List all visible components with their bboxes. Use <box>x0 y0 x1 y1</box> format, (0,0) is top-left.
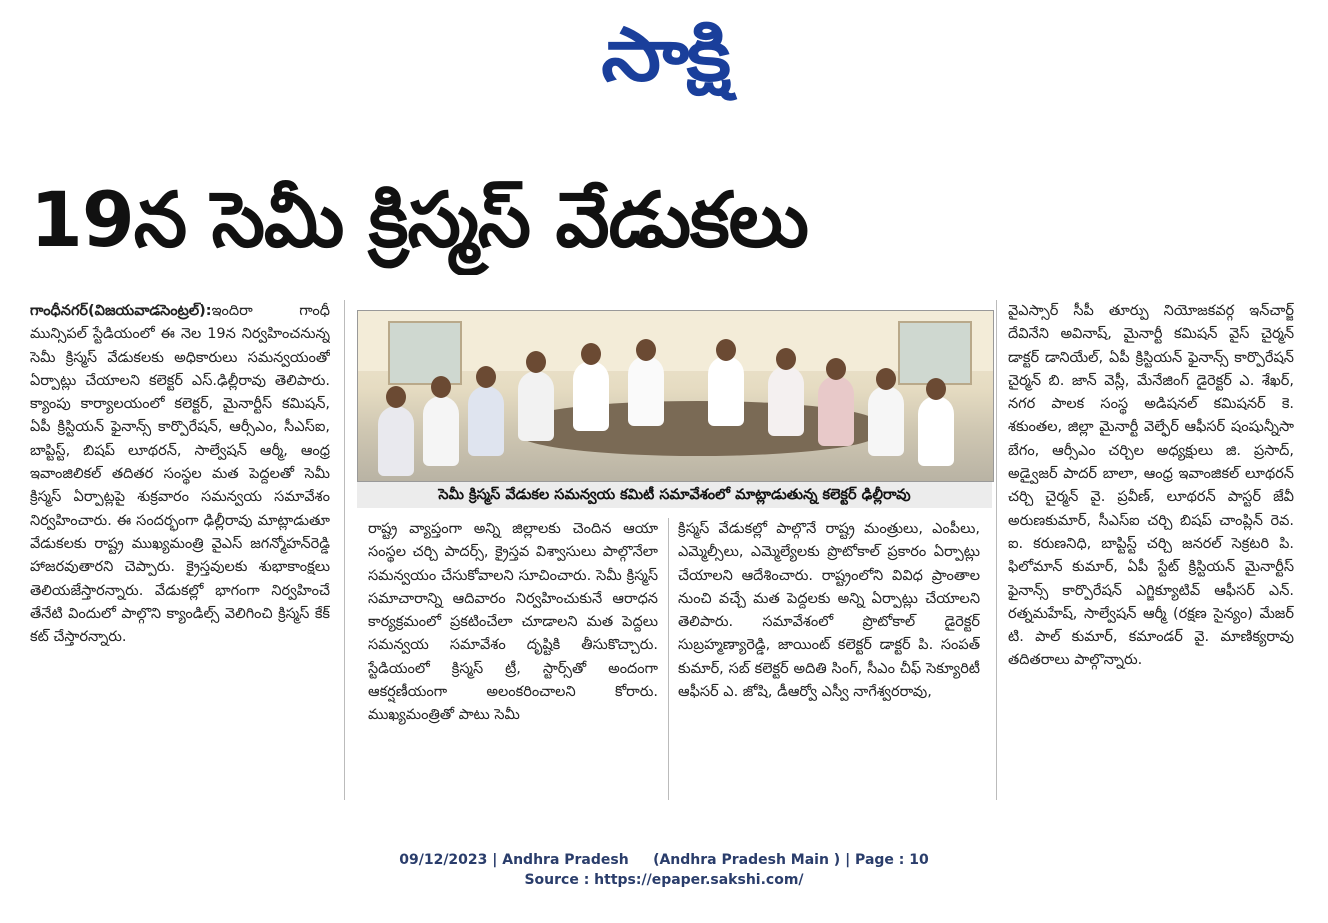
photo-person <box>868 386 904 456</box>
photo-person <box>468 386 504 456</box>
photo-window <box>898 321 972 385</box>
photo-person <box>573 361 609 431</box>
column-3-text: క్రిస్మస్ వేడుకల్లో పాల్గొనే రాష్ట్ర మంత్రులు, ఎంపీలు, ఎమ్మెల్సీలు, ఎమ్మెల్యేలకు ప్రొటోకాల్ ప్రకారం ఏర్పాట్లు చేయాలని ఆదేశించారు. రాష్ట్రంలోని వివిధ ప్రాంతాల నుంచి వచ్చే మత పెద్దలకు అన్ని ఏర్పాట్లు చేయాలని తెలిపారు. సమావేశంలో ప్రొటోకాల్ డైరెక్టర్ సుబ్రహ్మణ్యారెడ్డి, జాయింట్ కలెక్టర్ డాక్టర్ పి. సంపత్ కుమార్, సబ్ కలెక్టర్ అదితి సింగ్, సీఎం చీఫ్ సెక్యూరిటీ ఆఫీసర్ ఎ. జోషి, డీఆర్వో ఎస్వీ నాగేశ్వరరావు, <box>678 521 980 701</box>
article-column-1 <box>30 300 330 800</box>
headline: 19న సెమీ క్రిస్మస్ వేడుకలు <box>30 175 808 264</box>
article-column-4 <box>1008 300 1294 805</box>
photo-person <box>818 376 854 446</box>
photo-window <box>388 321 462 385</box>
photo-person-head <box>716 339 736 361</box>
photo-person <box>518 371 554 441</box>
photo-person <box>628 356 664 426</box>
footer <box>0 850 1328 890</box>
photo-person-head <box>776 348 796 370</box>
photo-person-head <box>876 368 896 390</box>
article-column-2 <box>368 518 658 800</box>
photo-caption: సెమీ క్రిస్మస్ వేడుకల సమన్వయ కమిటీ సమావేశంలో మాట్లాడుతున్న కలెక్టర్ ఢిల్లీరావు <box>357 482 992 508</box>
photo-person-head <box>636 339 656 361</box>
photo-person <box>768 366 804 436</box>
photo-person-head <box>526 351 546 373</box>
photo-person-head <box>386 386 406 408</box>
column-2-text: రాష్ట్ర వ్యాప్తంగా అన్ని జిల్లాలకు చెందిన ఆయా సంస్థల చర్చి పాదర్స్, క్రైస్తవ విశ్వాసులు పాల్గొనేలా సమన్వయం చేసుకోవాలని సూచించారు. సెమీ క్రిస్మస్ సమాచారాన్ని ఆదివారం నిర్వహించుకునే ఆరాధన కార్యక్రమంలో ప్రకటించేలా చూడాలని మత పెద్దలు సమన్వయ సమావేశం దృష్టికి తీసుకొచ్చారు. స్టేడియంలో క్రిస్మస్ ట్రీ, స్టార్స్‌తో అందంగా ఆకర్షణీయంగా అలంకరించాలని కోరారు. ముఖ్యమంత్రితో పాటు సెమీ <box>368 521 658 724</box>
column-divider <box>996 300 997 800</box>
photo-person-head <box>926 378 946 400</box>
photo-person-head <box>581 343 601 365</box>
column-1-text: ఇందిరా గాంధీ మున్సిపల్ స్టేడియంలో ఈ నెల 19న నిర్వహించనున్న సెమీ క్రిస్మస్ వేడుకలకు అధికారులు సమన్వయంతో ఏర్పాట్లు చేయాలని కలెక్టర్ ఎస్.ఢిల్లీరావు తెలిపారు. క్యాంపు కార్యాలయంలో కలెక్టర్, మైనార్టీస్ కమిషన్, ఏపీ క్రిస్టియన్ ఫైనాన్స్ కార్పొరేషన్, ఆర్సీఎం, సీఎస్ఐ, బాప్టిస్ట్, బిషప్ లూథరన్, సాల్వేషన్ ఆర్మీ, ఆంధ్ర ఇవాంజిలికల్ తదితర సంస్థల మత పెద్దలతో సెమీ క్రిస్మస్ ఏర్పాట్లపై శుక్రవారం సమన్వయ సమావేశం నిర్వహించారు. ఈ సందర్భంగా ఢిల్లీరావు మాట్లాడుతూ వేడుకలకు రాష్ట్ర ముఖ్యమంత్రి వైఎస్ జగన్మోహన్‌రెడ్డి హాజరవుతారని చెప్పారు. క్రైస్తవులకు శుభాకాంక్షలు తెలియజేస్తారన్నారు. వేడుకల్లో భాగంగా నిర్వహించే తేనేటి విందులో పాల్గొని క్యాండిల్స్ వెలిగించి క్రిస్మస్ కేక్ కట్ చేస్తారన్నారు. <box>30 303 330 646</box>
photo-person <box>708 356 744 426</box>
meeting-photo <box>357 310 994 482</box>
column-divider <box>668 518 669 800</box>
article-column-3 <box>678 518 980 800</box>
dateline: గాంధీనగర్(విజయవాడసెంట్రల్): <box>30 303 212 319</box>
column-divider <box>344 300 345 800</box>
footer-source-link[interactable]: Source : https://epaper.sakshi.com/ <box>524 872 804 888</box>
photo-person-head <box>826 358 846 380</box>
logo-text: సాక్షి <box>601 12 729 98</box>
photo-person-head <box>431 376 451 398</box>
column-4-text: వైఎస్సార్ సీపీ తూర్పు నియోజకవర్గ ఇన్‌చార్జ్ దేవినేని అవినాష్, మైనార్టీ కమిషన్ వైస్ చైర్మన్ డాక్టర్ డానియేల్, ఏపీ క్రిస్టియన్ ఫైనాన్స్ కార్పొరేషన్ చైర్మన్ బి. జాన్ వెస్లీ, మేనేజింగ్ డైరెక్టర్ ఎ. శేఖర్, నగర పాలక సంస్థ అడిషనల్ కమిషనర్ కె. శకుంతల, జిల్లా మైనార్టీ వెల్ఫేర్ ఆఫీసర్ షంషున్నీసా బేగం, ఆర్సీఎం చర్చిల అధ్యక్షులు జి. ప్రసాద్, అడ్వైజర్ పాదర్ బాలా, ఆంధ్ర ఇవాంజికల్ లూథరన్ చర్చి చైర్మన్ వై. ప్రవీణ్, లూథరన్ పాస్టర్ జేవీ అరుణకుమార్, సీఎస్ఐ చర్చి బిషప్ చాంప్లిన్ రెవ. ఐ. కరుణనిధి, బాప్టిస్ట్ చర్చి జనరల్ సెక్రటరి పి. ఫిలోమాన్ కుమార్, ఏపీ స్టేట్ క్రిస్టియన్ మైనార్టీస్ ఫైనాన్స్ కార్పొరేషన్ ఎగ్జిక్యూటివ్ ఆఫీసర్ ఎన్. రత్నమహేష్, సాల్వేషన్ ఆర్మీ (రక్షణ సైన్యం) మేజర్ టి. పాల్ కుమార్, కమాండర్ వై. మాణిక్యరావు తదితరాలు పాల్గొన్నారు. <box>1008 303 1294 669</box>
photo-person <box>423 396 459 466</box>
photo-person <box>918 396 954 466</box>
footer-date-edition: 09/12/2023 | Andhra Pradesh (Andhra Pradesh Main ) | Page : 10 <box>399 852 929 868</box>
photo-person <box>378 406 414 476</box>
photo-person-head <box>476 366 496 388</box>
sakshi-logo <box>560 10 770 100</box>
